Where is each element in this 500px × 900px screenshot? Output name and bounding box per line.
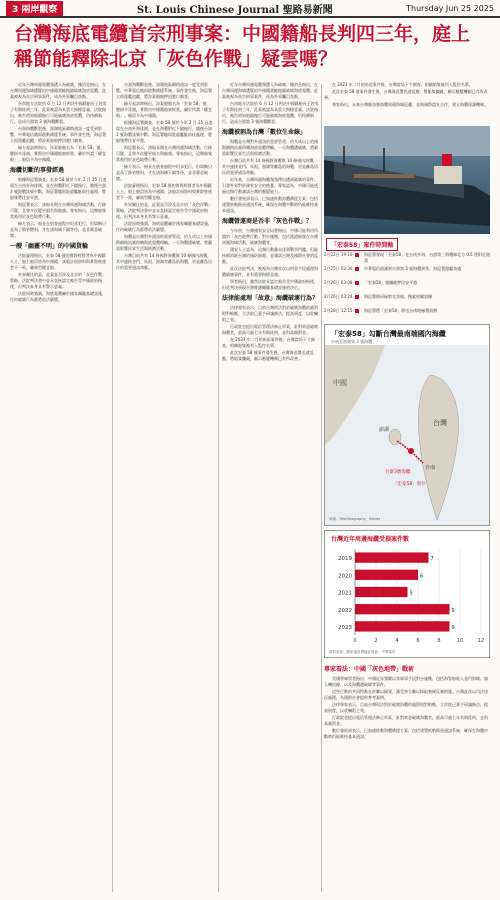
paragraph: 近年來，台灣周邊海纜頻頻傳出遭到破壞的事件，引發外界對於國家安全的擔憂。專家認為，中國可能透過這類行動測試台灣的應變能力。 (222, 177, 318, 194)
paragraph: 檢方表示，船長在偵查過程中坦承犯行，但辯稱只是為了節省燃料，才在該海域下錨等待，並非蓄意破壞。 (116, 164, 212, 181)
timeline-dot (355, 281, 359, 285)
x-tick-label: 4 (395, 638, 399, 644)
category-label: 2023 (338, 624, 352, 631)
map-label-ship: 「宏泰58」船位 (393, 482, 426, 487)
column-rule (321, 84, 322, 892)
timeline-dot (355, 295, 359, 299)
paragraph: 近年台灣周邊電纜頻遭人為破壞，據消息指出，在台灣周邊海域遭疑似中國籍貨輪拖錨破壞海底電纜。此案被視為首宗刑事案件，成為外界矚目焦點。 (10, 82, 106, 99)
value-label: 7 (430, 556, 434, 563)
ship-illustration (324, 126, 490, 234)
category-label: 2022 (338, 607, 352, 614)
paragraph: 台灣目前共有 14 條國際海纜與 10 條國內海纜，其中連接金門、馬祖、澎湖等離島的海纜，更是離島居民的重要通訊命脈。 (222, 158, 318, 175)
chart-svg (325, 543, 491, 653)
timeline-date: 2月22日 19:10 (324, 252, 353, 257)
paragraph: 法院審理指出，宏泰 58 號的實際經營者為中國籍人士，船上船員皆為中國籍，該船註冊資料與實際營運者不一致，屬典型權宜船。 (10, 253, 106, 270)
column-rule (112, 84, 113, 892)
paragraph: 國安人士認為，這類行動雖未達到戰爭門檻，但能持續消耗台灣的國防資源，並測試台灣及國際社會的反應。 (222, 247, 318, 264)
map-title: 「宏泰58」勾斷台灣最南端國內海纜 (331, 330, 446, 338)
paragraph: 檢方起訴時指出，涉案船舶名為「宏泰 58」號，懸掛多哥旗，實際由中國籍船東經營，屬於所謂「權宜船」。船員多為中國籍。 (10, 145, 106, 162)
bar-2020 (355, 570, 418, 580)
x-tick-label: 8 (437, 638, 441, 644)
paragraph: 台澎海纜斷裂後，澎湖地區網路通訊一度受到影響，中華電信隨即啟動備援系統。事件發生後，海巡署立即派艦追蹤，將涉案船舶押回港口調查。 (116, 82, 212, 99)
value-label: 5 (409, 590, 413, 597)
paper-name: St. Louis Chinese Journal 聖路易新聞 (136, 4, 333, 16)
timeline-text: 海巡署偕同檢察官登船，搜索相關證據 (364, 294, 432, 299)
map-subtitle: 台南至澎湖第 3 號海纜 (331, 339, 373, 344)
x-tick-label: 12 (477, 638, 485, 644)
map-label-china: 中國 (333, 379, 347, 387)
paragraph: 法律專家表示，目前台灣刑法對於破壞海纜的處罰相對較輕，立法院已著手研議修法，提高刑度，以收嚇阻之效。 (222, 305, 318, 322)
paragraph: 海巡署表示，該船長期在台灣周邊海域活動，行跡可疑，且曾多次變更船名與船旗。專家指出，這類船隻常被用於灰色地帶行動。 (10, 202, 106, 219)
column-3 (222, 82, 320, 892)
paragraph: 此次法院判決，被視為台灣首次以刑事手段處理海纜破壞事件，具有重要指標意義。 (222, 266, 318, 277)
x-tick-label: 2 (374, 638, 378, 644)
timeline-text: 海巡署將「宏泰58」移送台南地檢署偵辦 (364, 308, 438, 313)
paragraph: 檢方表示，船長在偵查過程中坦承犯行，但辯稱只是為了節省燃料，才在該海域下錨等待，並非蓄意破壞。 (10, 221, 106, 238)
paragraph: 美國智庫學者指出，中國近年頻繁以非軍事手段對台施壓，包括海警船進入金門海域、無人機侵擾、以及海纜遭破壞等事件。 (324, 676, 488, 687)
bar-2023 (355, 621, 450, 631)
category-label: 2019 (338, 556, 352, 563)
paragraph: 行政院也提出電信管理法修正草案，針對故意破壞海纜者，最高可處七年有期徒刑，並科高額罰金。 (222, 324, 318, 335)
paragraph: 法院同時強調，海底電纜屬於國家關鍵基礎設施，任何破壞行為都將依法嚴懲。 (10, 291, 106, 302)
paragraph: 海纜是台灣對外通訊的重要管道，約九成以上的國際網路流量仰賴海底電纜傳輸。一旦海纜遭破壞，將嚴重影響民眾生活與經濟活動。 (222, 139, 318, 156)
paragraph: 檢方起訴時指出，涉案船舶名為「宏泰 58」號，懸掛多哥旗，實際由中國籍船東經營，屬於所謂「權宜船」。船員多為中國籍。 (116, 101, 212, 118)
category-label: 2020 (338, 573, 352, 580)
chart-title: 台灣近年周邊海纜受損案件數 (331, 536, 410, 543)
paragraph: 專家指出，未來台灣應加強海纜周邊海域巡邏，並與國際盟友合作，建立海纜保護機制。 (332, 102, 488, 107)
subhead: 海纜被割為台灣「數位生命線」 (222, 129, 307, 136)
paragraph: 數位發展部表示，已加速推動海纜備援方案，包括建置低軌衛星通訊系統，確保在海纜中斷時仍能維持基本通訊。 (222, 196, 318, 213)
timeline-date: 2月25日 02:30 (324, 266, 353, 271)
penghu-island (389, 429, 401, 445)
column-rule (218, 84, 219, 892)
paragraph: 這些行動的共同特點在於難以歸責，讓受害方難以採取強硬反制措施。台灣此次以司法途徑處理，為國際社會提供參考案例。 (324, 689, 488, 700)
subhead: 一艘「幽靈不明」的中國貨輪 (10, 243, 89, 250)
map-label-taiwan: 台灣 (433, 419, 447, 427)
paragraph: 法院審理指出，宏泰 58 號的實際經營者為中國籍人士，船上船員皆為中國籍，該船註冊資料與實際營運者不一致，屬典型權宜船。 (116, 183, 212, 200)
paragraph: 根據海巡署調查，宏泰 58 號於今年 2 月 25 日凌晨在台南外海徘徊，並在海纜附近下錨拖行，隨後台澎 3 號海纜訊號中斷。海巡署隨即派遣艦艇前往處理，將船隻帶往安平港。 (116, 120, 213, 143)
value-label: 9 (451, 607, 455, 614)
timeline-date: 2月28日 12:15 (324, 308, 353, 313)
headline: 台灣海底電纜首宗刑事案：中國籍船長判四三年，庭上稱節能釋除北京「灰色作戰」疑雲嗎？ (14, 23, 471, 70)
subhead: 海纜切斷的事發經過 (10, 167, 65, 174)
col1-paragraphs (10, 82, 108, 163)
paragraph: 台南地方法院於 6 月 12 日判決中國籍船長王姓男子有期徒刑三年，此案被認為具重大指標意義。法院指出，被告明知船錨拖行可能破壞海底電纜，仍持續航行，造成台澎第 3 號海纜斷裂。 (222, 101, 319, 124)
paragraph: 外界關注的是，此案是否涉及北京的「灰色作戰」策略。法院判決書中並未直接認定被告受中國政府指使，但判決本身具有警示意義。 (116, 202, 212, 219)
x-tick-label: 6 (416, 638, 420, 644)
paragraph: 海纜是台灣對外通訊的重要管道，約九成以上的國際網路流量仰賴海底電纜傳輸。一旦海纜遭破壞，將嚴重影響民眾生活與經濟活動。 (116, 234, 212, 251)
column-1 (10, 82, 108, 892)
timeline-dot (355, 253, 359, 257)
subhead: 專家看法：中國「灰色地帶」戰術 (324, 666, 415, 673)
timeline-text: 「宏泰58」被攔截押回安平港 (364, 280, 418, 285)
timeline-text: 海巡署發現「宏泰58」在台南外海、台澎第三海纜線北方 0.5 浬附近遊蕩 (364, 252, 490, 263)
map-source: 來源：TeleGeography、Kepler (329, 517, 381, 521)
section-label: 3 兩岸觀察 (6, 1, 63, 16)
cable-damage-chart (324, 530, 490, 658)
bar-2021 (355, 587, 408, 597)
ship-location-marker (408, 448, 414, 454)
column-2 (116, 82, 214, 892)
paragraph: 海巡署表示，該船長期在台灣周邊海域活動，行跡可疑，且曾多次變更船名與船旗。專家指出，這類船隻常被用於灰色地帶行動。 (116, 145, 212, 162)
paragraph: 台南地方法院於 6 月 12 日判決中國籍船長王姓男子有期徒刑三年，此案被認為具重大指標意義。法院指出，被告明知船錨拖行可能破壞海底電纜，仍持續航行，造成台澎第 3 號海纜斷裂。 (10, 101, 107, 124)
masthead (0, 0, 500, 18)
paragraph: 在 2023 年二月的馬祖事件後，台灣當局下令調查，相關船隻被列入監控名單。 (332, 82, 473, 87)
ship-photo (324, 126, 490, 234)
paragraph: 學者指出，雖然法院未認定被告受中國政府指使，但此判決展現台灣維護關鍵基礎設施的決心。 (222, 279, 318, 290)
paragraph: 此次宏泰 58 號事件發生後，台灣海巡署迅速反應，將船隻攔截，顯示應變機制已有所改善。 (324, 89, 488, 100)
column-4-top (324, 82, 490, 124)
cable-map (324, 324, 490, 526)
x-tick-label: 10 (456, 638, 464, 644)
map-label-cable: 台澎3號海纜 (385, 470, 411, 475)
bar-2022 (355, 604, 450, 614)
paragraph: 法院同時強調，海底電纜屬於國家關鍵基礎設施，任何破壞行為都將依法嚴懲。 (116, 221, 212, 232)
paragraph: 台澎海纜斷裂後，澎湖地區網路通訊一度受到影響，中華電信隨即啟動備援系統。事件發生後，海巡署立即派艦追蹤，將涉案船舶押回港口調查。 (10, 126, 106, 143)
timeline-date: 2月26日 03:24 (324, 294, 353, 299)
paragraph: 台灣目前共有 14 條國際海纜與 10 條國內海纜，其中連接金門、馬祖、澎湖等離島的海纜，更是離島居民的重要通訊命脈。 (116, 253, 212, 270)
map-label-penghu: 澎湖 (379, 427, 390, 433)
subhead: 海纜營運商是否非「灰色作戰」？ (222, 218, 313, 225)
bar-2019 (355, 552, 429, 562)
paragraph: 近年台灣周邊電纜頻遭人為破壞，據消息指出，在台灣周邊海域遭疑似中國籍貨輪拖錨破壞海底電纜。此案被視為首宗刑事案件，成為外界矚目焦點。 (222, 82, 318, 99)
timeline-title: 「宏泰58」案件時間軸 (326, 238, 398, 251)
map-graphic (325, 345, 490, 525)
paragraph: 法律專家表示，目前台灣刑法對於破壞海纜的處罰相對較輕，立法院已著手研議修法，提高刑度，以收嚇阻之效。 (324, 702, 488, 713)
category-label: 2021 (338, 590, 352, 597)
paragraph: 此次宏泰 58 號事件發生後，台灣海巡署迅速反應，將船隻攔截，顯示應變機制已有所改善。 (222, 350, 314, 361)
paragraph: 數位發展部表示，已加速推動海纜備援方案，包括建置低軌衛星通訊系統，確保在海纜中斷時仍能維持基本通訊。 (324, 728, 488, 739)
timeline-dot (355, 309, 359, 313)
chart-source: 資料來源：國家通訊傳播委員會、中華電信 (329, 650, 396, 654)
paragraph: 外界關注的是，此案是否涉及北京的「灰色作戰」策略。法院判決書中並未直接認定被告受中國政府指使，但判決本身具有警示意義。 (10, 272, 106, 289)
map-label-tainan: 台南 (425, 465, 436, 471)
paragraph: 在 2023 年二月的馬祖事件後，台灣當局下令調查，相關船隻被列入監控名單。 (222, 337, 315, 348)
paragraph: 根據海巡署調查，宏泰 58 號於今年 2 月 25 日凌晨在台南外海徘徊，並在海纜附近下錨拖行，隨後台澎 3 號海纜訊號中斷。海巡署隨即派遣艦艇前往處理，將船隻帶往安平港。 (10, 177, 107, 200)
paragraph: 今年初，台灣國家安全局曾指出，中國可能利用所謂的「灰色地帶行動」對台施壓，包括派遣船隻在台灣周邊海域活動、破壞海纜等。 (222, 228, 318, 245)
x-tick-label: 0 (353, 638, 357, 644)
timeline-text: 中華電信偵測到台澎第 3 號海纜異常，海巡署派艦查處 (364, 266, 462, 271)
paragraph: 行政院也提出電信管理法修正草案，針對故意破壞海纜者，最高可處七年有期徒刑，並科高額罰金。 (324, 715, 488, 726)
subhead: 法律能處理「故意」海纜破壞行為？ (222, 295, 319, 302)
timeline-date: 2月26日 03:08 (324, 280, 353, 285)
issue-date: Thursday Jun 25 2025 (406, 3, 494, 13)
value-label: 9 (451, 624, 455, 631)
value-label: 6 (420, 573, 424, 580)
timeline-dot (355, 267, 359, 271)
column-4-bottom (324, 662, 490, 892)
